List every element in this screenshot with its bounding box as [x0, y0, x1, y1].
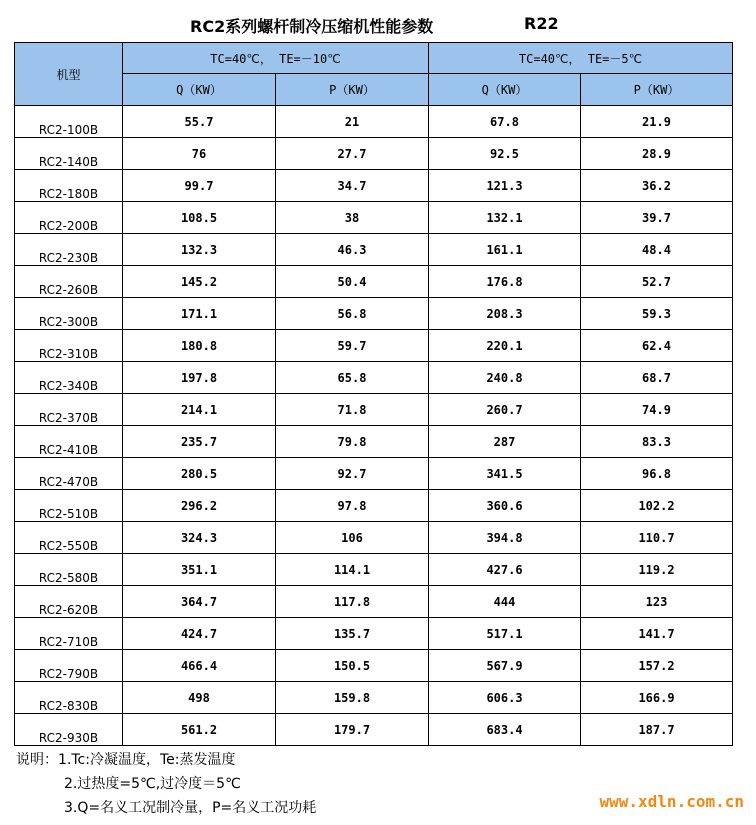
model-cell: RC2-140B [15, 138, 123, 170]
table-body [15, 106, 733, 746]
refrigerant-label: R22 [524, 14, 559, 33]
table-row [15, 394, 733, 426]
p2-cell: 141.7 [581, 618, 733, 650]
p1-cell: 106 [276, 522, 429, 554]
model-cell: RC2-410B [15, 426, 123, 458]
q2-cell: 176.8 [429, 266, 581, 298]
p2-cell: 83.3 [581, 426, 733, 458]
model-cell: RC2-340B [15, 362, 123, 394]
p2-cell: 36.2 [581, 170, 733, 202]
model-cell: RC2-260B [15, 266, 123, 298]
p1-cell: 46.3 [276, 234, 429, 266]
q2-cell: 683.4 [429, 714, 581, 746]
unit-header-p1: P（KW） [276, 74, 429, 106]
table-row [15, 234, 733, 266]
q1-cell: 324.3 [123, 522, 276, 554]
q2-cell: 606.3 [429, 682, 581, 714]
p2-cell: 74.9 [581, 394, 733, 426]
p2-cell: 59.3 [581, 298, 733, 330]
model-cell: RC2-100B [15, 106, 123, 138]
p2-cell: 48.4 [581, 234, 733, 266]
q2-cell: 427.6 [429, 554, 581, 586]
table-row [15, 618, 733, 650]
p1-cell: 38 [276, 202, 429, 234]
p2-cell: 157.2 [581, 650, 733, 682]
q1-cell: 364.7 [123, 586, 276, 618]
p2-cell: 166.9 [581, 682, 733, 714]
p2-cell: 187.7 [581, 714, 733, 746]
notes [16, 748, 316, 820]
model-column-header: 机型 [15, 43, 123, 106]
title-row [0, 14, 756, 40]
q2-cell: 341.5 [429, 458, 581, 490]
p1-cell: 21 [276, 106, 429, 138]
q2-cell: 240.8 [429, 362, 581, 394]
p2-cell: 39.7 [581, 202, 733, 234]
performance-table [14, 42, 733, 746]
model-cell: RC2-310B [15, 330, 123, 362]
p1-cell: 117.8 [276, 586, 429, 618]
model-cell: RC2-470B [15, 458, 123, 490]
model-cell: RC2-230B [15, 234, 123, 266]
table-row [15, 298, 733, 330]
p2-cell: 110.7 [581, 522, 733, 554]
model-cell: RC2-710B [15, 618, 123, 650]
q1-cell: 197.8 [123, 362, 276, 394]
q2-cell: 161.1 [429, 234, 581, 266]
p1-cell: 114.1 [276, 554, 429, 586]
model-cell: RC2-620B [15, 586, 123, 618]
q1-cell: 498 [123, 682, 276, 714]
q1-cell: 55.7 [123, 106, 276, 138]
p1-cell: 159.8 [276, 682, 429, 714]
model-cell: RC2-180B [15, 170, 123, 202]
table-row [15, 202, 733, 234]
p1-cell: 135.7 [276, 618, 429, 650]
note-line: 说明：1.Tc:冷凝温度，Te:蒸发温度 [16, 752, 236, 768]
page-title: RC2系列螺杆制冷压缩机性能参数 [190, 17, 434, 36]
q1-cell: 180.8 [123, 330, 276, 362]
table-row [15, 586, 733, 618]
condition-header-1: TC=40℃， TE=－10℃ [123, 43, 429, 74]
p1-cell: 27.7 [276, 138, 429, 170]
q1-cell: 76 [123, 138, 276, 170]
table-row [15, 330, 733, 362]
model-cell: RC2-300B [15, 298, 123, 330]
p2-cell: 68.7 [581, 362, 733, 394]
table-row [15, 266, 733, 298]
p2-cell: 28.9 [581, 138, 733, 170]
q1-cell: 235.7 [123, 426, 276, 458]
note-line: 2.过热度=5℃,过冷度＝5℃ [64, 776, 241, 792]
q1-cell: 561.2 [123, 714, 276, 746]
table-row [15, 106, 733, 138]
q1-cell: 132.3 [123, 234, 276, 266]
q1-cell: 145.2 [123, 266, 276, 298]
q1-cell: 296.2 [123, 490, 276, 522]
table-row [15, 362, 733, 394]
q1-cell: 214.1 [123, 394, 276, 426]
q2-cell: 208.3 [429, 298, 581, 330]
p2-cell: 102.2 [581, 490, 733, 522]
table-row [15, 714, 733, 746]
model-cell: RC2-550B [15, 522, 123, 554]
model-cell: RC2-370B [15, 394, 123, 426]
p1-cell: 59.7 [276, 330, 429, 362]
p1-cell: 79.8 [276, 426, 429, 458]
q2-cell: 394.8 [429, 522, 581, 554]
unit-header-q1: Q（KW） [123, 74, 276, 106]
model-cell: RC2-580B [15, 554, 123, 586]
q1-cell: 171.1 [123, 298, 276, 330]
p2-cell: 119.2 [581, 554, 733, 586]
p1-cell: 97.8 [276, 490, 429, 522]
table-row [15, 682, 733, 714]
unit-header-q2: Q（KW） [429, 74, 581, 106]
watermark: www.xdln.com.cn [599, 792, 744, 811]
q1-cell: 424.7 [123, 618, 276, 650]
p1-cell: 179.7 [276, 714, 429, 746]
condition-header-2: TC=40℃， TE=－5℃ [429, 43, 733, 74]
q2-cell: 121.3 [429, 170, 581, 202]
q2-cell: 287 [429, 426, 581, 458]
p2-cell: 62.4 [581, 330, 733, 362]
table-row [15, 426, 733, 458]
p1-cell: 56.8 [276, 298, 429, 330]
p1-cell: 92.7 [276, 458, 429, 490]
p1-cell: 150.5 [276, 650, 429, 682]
p1-cell: 50.4 [276, 266, 429, 298]
q1-cell: 351.1 [123, 554, 276, 586]
p2-cell: 123 [581, 586, 733, 618]
q2-cell: 67.8 [429, 106, 581, 138]
q1-cell: 99.7 [123, 170, 276, 202]
model-cell: RC2-830B [15, 682, 123, 714]
table-row [15, 554, 733, 586]
p1-cell: 34.7 [276, 170, 429, 202]
q1-cell: 280.5 [123, 458, 276, 490]
q2-cell: 260.7 [429, 394, 581, 426]
table-row [15, 490, 733, 522]
note-line: 3.Q=名义工况制冷量，P=名义工况功耗 [64, 800, 317, 816]
model-cell: RC2-790B [15, 650, 123, 682]
q2-cell: 444 [429, 586, 581, 618]
p1-cell: 71.8 [276, 394, 429, 426]
p2-cell: 96.8 [581, 458, 733, 490]
model-cell: RC2-200B [15, 202, 123, 234]
p2-cell: 21.9 [581, 106, 733, 138]
p2-cell: 52.7 [581, 266, 733, 298]
model-cell: RC2-510B [15, 490, 123, 522]
table-row [15, 138, 733, 170]
q2-cell: 517.1 [429, 618, 581, 650]
q1-cell: 466.4 [123, 650, 276, 682]
p1-cell: 65.8 [276, 362, 429, 394]
model-cell: RC2-930B [15, 714, 123, 746]
q2-cell: 567.9 [429, 650, 581, 682]
table-row [15, 522, 733, 554]
q2-cell: 220.1 [429, 330, 581, 362]
unit-header-p2: P（KW） [581, 74, 733, 106]
table-row [15, 650, 733, 682]
q2-cell: 92.5 [429, 138, 581, 170]
q2-cell: 132.1 [429, 202, 581, 234]
q1-cell: 108.5 [123, 202, 276, 234]
q2-cell: 360.6 [429, 490, 581, 522]
table-row [15, 170, 733, 202]
table-row [15, 458, 733, 490]
